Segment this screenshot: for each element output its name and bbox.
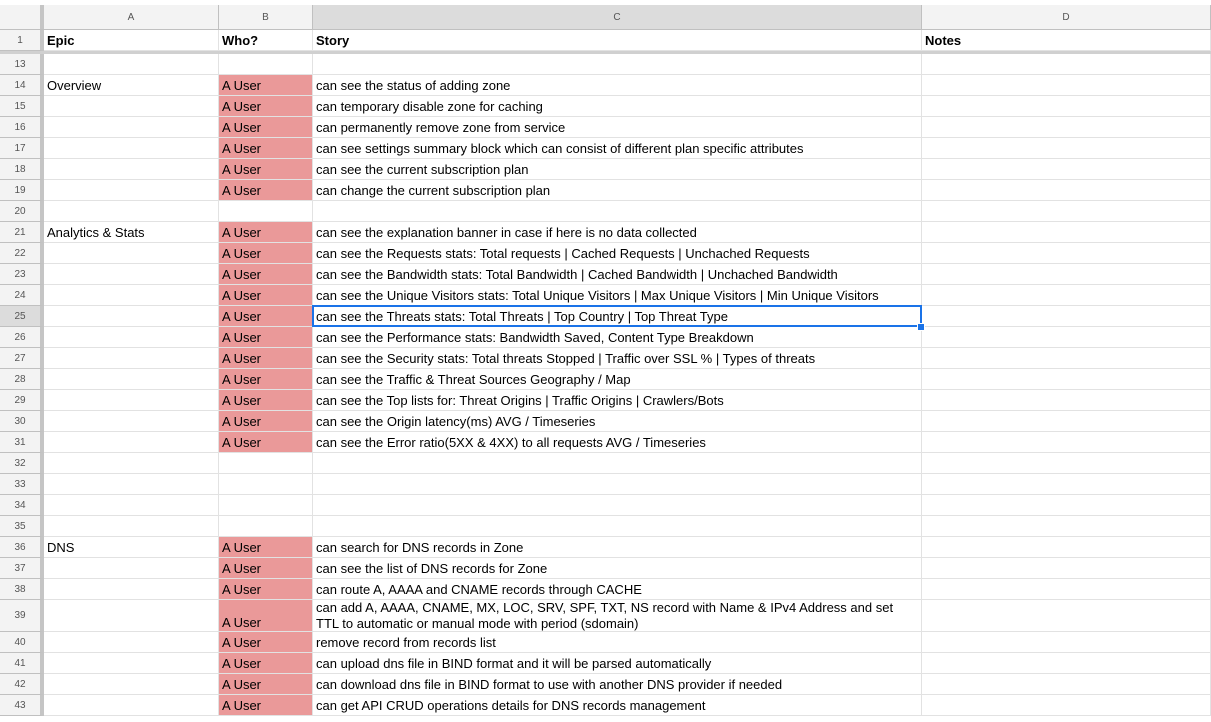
cell-who[interactable]: A User	[219, 558, 313, 579]
cell-story[interactable]: remove record from records list	[313, 632, 922, 653]
cell-notes[interactable]	[922, 474, 1211, 495]
cell-epic[interactable]	[44, 348, 219, 369]
cell-epic[interactable]	[44, 674, 219, 695]
cell-notes[interactable]	[922, 264, 1211, 285]
cell-epic[interactable]	[44, 54, 219, 75]
cell-epic[interactable]	[44, 327, 219, 348]
cell-notes[interactable]	[922, 516, 1211, 537]
row-header[interactable]: 18	[0, 159, 44, 180]
cell-notes[interactable]	[922, 222, 1211, 243]
table-row	[0, 201, 1211, 222]
table-row	[0, 695, 1211, 716]
cell-story[interactable]: can see the Threats stats: Total Threats | Top Country | Top Threat Type	[313, 306, 922, 327]
row-header[interactable]: 35	[0, 516, 44, 537]
table-row	[0, 264, 1211, 285]
cell-story-header[interactable]: Story	[313, 30, 922, 51]
cell-story[interactable]	[313, 495, 922, 516]
table-row	[0, 138, 1211, 159]
cell-epic[interactable]	[44, 432, 219, 453]
row-header[interactable]: 14	[0, 75, 44, 96]
cell-notes[interactable]	[922, 54, 1211, 75]
cell-story[interactable]: can add A, AAAA, CNAME, MX, LOC, SRV, SPF, TXT, NS record with Name & IPv4 Address and set TTL to automatic or manual mode with period (sdomain)	[313, 600, 922, 632]
row-header[interactable]: 38	[0, 579, 44, 600]
row-header[interactable]: 28	[0, 369, 44, 390]
cell-story[interactable]: can see the Top lists for: Threat Origins | Traffic Origins | Crawlers/Bots	[313, 390, 922, 411]
cell-who[interactable]: A User	[219, 369, 313, 390]
row-header[interactable]: 29	[0, 390, 44, 411]
cell-epic[interactable]	[44, 632, 219, 653]
column-header-a[interactable]: A	[44, 5, 219, 29]
row-header[interactable]: 37	[0, 558, 44, 579]
cell-who[interactable]: A User	[219, 264, 313, 285]
cell-notes-header[interactable]: Notes	[922, 30, 1211, 51]
cell-notes[interactable]	[922, 306, 1211, 327]
cell-who[interactable]	[219, 495, 313, 516]
fill-handle[interactable]	[917, 323, 925, 331]
cell-who[interactable]: A User	[219, 327, 313, 348]
row-header[interactable]: 41	[0, 653, 44, 674]
table-row	[0, 306, 1211, 327]
table-row	[0, 474, 1211, 495]
table-row	[0, 327, 1211, 348]
row-header[interactable]: 43	[0, 695, 44, 716]
table-row	[0, 96, 1211, 117]
row-header[interactable]: 25	[0, 306, 44, 327]
cell-who[interactable]: A User	[219, 159, 313, 180]
cell-epic[interactable]	[44, 264, 219, 285]
cell-epic[interactable]	[44, 600, 219, 632]
cell-who[interactable]: A User	[219, 348, 313, 369]
cell-who[interactable]: A User	[219, 674, 313, 695]
cell-who[interactable]: A User	[219, 138, 313, 159]
cell-who[interactable]: A User	[219, 600, 313, 632]
cell-epic[interactable]	[44, 201, 219, 222]
cell-story[interactable]	[313, 474, 922, 495]
cell-who[interactable]: A User	[219, 222, 313, 243]
cell-notes[interactable]	[922, 453, 1211, 474]
row-header[interactable]: 39	[0, 600, 44, 632]
row-header[interactable]: 30	[0, 411, 44, 432]
cell-who[interactable]: A User	[219, 632, 313, 653]
cell-epic[interactable]	[44, 180, 219, 201]
row-header[interactable]: 23	[0, 264, 44, 285]
cell-epic[interactable]: DNS	[44, 537, 219, 558]
cell-story[interactable]: can get API CRUD operations details for DNS records management	[313, 695, 922, 716]
table-row	[0, 579, 1211, 600]
cell-who[interactable]: A User	[219, 243, 313, 264]
cell-story[interactable]: can see the explanation banner in case if here is no data collected	[313, 222, 922, 243]
cell-notes[interactable]	[922, 117, 1211, 138]
cell-epic[interactable]	[44, 653, 219, 674]
row-header[interactable]: 33	[0, 474, 44, 495]
table-row	[0, 653, 1211, 674]
cell-story[interactable]: can see the Security stats: Total threats Stopped | Traffic over SSL % | Types of threats	[313, 348, 922, 369]
cell-notes[interactable]	[922, 537, 1211, 558]
row-header[interactable]: 40	[0, 632, 44, 653]
cell-story[interactable]: can route A, AAAA and CNAME records through CACHE	[313, 579, 922, 600]
cell-story[interactable]: can see the Traffic & Threat Sources Geography / Map	[313, 369, 922, 390]
cell-notes[interactable]	[922, 579, 1211, 600]
cell-story[interactable]: can permanently remove zone from service	[313, 117, 922, 138]
cell-story[interactable]: can change the current subscription plan	[313, 180, 922, 201]
cell-who[interactable]: A User	[219, 306, 313, 327]
cell-epic[interactable]: Analytics & Stats	[44, 222, 219, 243]
cell-story[interactable]: can see the Bandwidth stats: Total Bandwidth | Cached Bandwidth | Unchached Bandwidth	[313, 264, 922, 285]
cell-notes[interactable]	[922, 327, 1211, 348]
column-header-c[interactable]: C	[313, 5, 922, 29]
cell-story[interactable]	[313, 54, 922, 75]
table-row	[0, 495, 1211, 516]
row-header[interactable]: 42	[0, 674, 44, 695]
row-header[interactable]: 13	[0, 54, 44, 75]
cell-who[interactable]: A User	[219, 75, 313, 96]
table-row	[0, 285, 1211, 306]
cell-notes[interactable]	[922, 600, 1211, 632]
table-row	[0, 54, 1211, 75]
table-row	[0, 180, 1211, 201]
cell-who[interactable]	[219, 54, 313, 75]
cell-epic[interactable]	[44, 96, 219, 117]
row-header[interactable]: 34	[0, 495, 44, 516]
cell-epic[interactable]: Overview	[44, 75, 219, 96]
column-header-b[interactable]: B	[219, 5, 313, 29]
table-row	[0, 30, 1211, 51]
cell-story[interactable]	[313, 201, 922, 222]
table-row	[0, 453, 1211, 474]
table-row	[0, 390, 1211, 411]
table-row	[0, 159, 1211, 180]
table-row	[0, 348, 1211, 369]
cell-who[interactable]: A User	[219, 695, 313, 716]
cell-story[interactable]: can see the Origin latency(ms) AVG / Timeseries	[313, 411, 922, 432]
table-row	[0, 411, 1211, 432]
select-all-corner[interactable]	[0, 5, 44, 29]
table-row	[0, 674, 1211, 695]
cell-story[interactable]	[313, 516, 922, 537]
cell-story[interactable]: can see the status of adding zone	[313, 75, 922, 96]
cell-epic[interactable]	[44, 369, 219, 390]
cell-epic[interactable]	[44, 306, 219, 327]
cell-notes[interactable]	[922, 495, 1211, 516]
cell-story[interactable]: can see the Requests stats: Total requests | Cached Requests | Unchached Requests	[313, 243, 922, 264]
cell-epic[interactable]	[44, 243, 219, 264]
cell-notes[interactable]	[922, 138, 1211, 159]
cell-epic[interactable]	[44, 411, 219, 432]
row-header[interactable]: 19	[0, 180, 44, 201]
cell-epic[interactable]	[44, 695, 219, 716]
cell-who-header[interactable]: Who?	[219, 30, 313, 51]
cell-notes[interactable]	[922, 348, 1211, 369]
row-header[interactable]: 24	[0, 285, 44, 306]
cell-notes[interactable]	[922, 390, 1211, 411]
cell-story[interactable]	[313, 453, 922, 474]
cell-notes[interactable]	[922, 411, 1211, 432]
cell-notes[interactable]	[922, 653, 1211, 674]
cell-story[interactable]: can see the Unique Visitors stats: Total Unique Visitors | Max Unique Visitors | Min Unique Visitors	[313, 285, 922, 306]
cell-who[interactable]: A User	[219, 390, 313, 411]
cell-epic[interactable]	[44, 117, 219, 138]
cell-epic-header[interactable]: Epic	[44, 30, 219, 51]
cell-epic[interactable]	[44, 516, 219, 537]
row-header[interactable]: 22	[0, 243, 44, 264]
table-row	[0, 632, 1211, 653]
table-row	[0, 369, 1211, 390]
cell-story[interactable]: can see the Error ratio(5XX & 4XX) to all requests AVG / Timeseries	[313, 432, 922, 453]
row-header[interactable]: 15	[0, 96, 44, 117]
cell-epic[interactable]	[44, 159, 219, 180]
cell-notes[interactable]	[922, 285, 1211, 306]
column-header-d[interactable]: D	[922, 5, 1211, 29]
cell-epic[interactable]	[44, 558, 219, 579]
table-row	[0, 516, 1211, 537]
cell-notes[interactable]	[922, 243, 1211, 264]
cell-epic[interactable]	[44, 495, 219, 516]
cell-epic[interactable]	[44, 474, 219, 495]
column-header-row	[0, 5, 1211, 30]
cell-story[interactable]: can search for DNS records in Zone	[313, 537, 922, 558]
cell-who[interactable]: A User	[219, 117, 313, 138]
row-header[interactable]: 16	[0, 117, 44, 138]
cell-notes[interactable]	[922, 432, 1211, 453]
cell-who[interactable]: A User	[219, 537, 313, 558]
table-row	[0, 537, 1211, 558]
table-row	[0, 243, 1211, 264]
cell-story[interactable]: can see the current subscription plan	[313, 159, 922, 180]
cell-who[interactable]: A User	[219, 411, 313, 432]
cell-notes[interactable]	[922, 695, 1211, 716]
cell-who[interactable]	[219, 516, 313, 537]
cell-notes[interactable]	[922, 159, 1211, 180]
cell-notes[interactable]	[922, 75, 1211, 96]
cell-who[interactable]: A User	[219, 579, 313, 600]
cell-who[interactable]: A User	[219, 432, 313, 453]
cell-who[interactable]	[219, 453, 313, 474]
cell-who[interactable]: A User	[219, 653, 313, 674]
cell-notes[interactable]	[922, 558, 1211, 579]
cell-who[interactable]	[219, 201, 313, 222]
cell-notes[interactable]	[922, 201, 1211, 222]
table-row	[0, 432, 1211, 453]
cell-notes[interactable]	[922, 180, 1211, 201]
cell-epic[interactable]	[44, 579, 219, 600]
table-row	[0, 117, 1211, 138]
cell-notes[interactable]	[922, 674, 1211, 695]
cell-story[interactable]: can see the list of DNS records for Zone	[313, 558, 922, 579]
cell-who[interactable]: A User	[219, 96, 313, 117]
table-row	[0, 558, 1211, 579]
cell-notes[interactable]	[922, 96, 1211, 117]
row-header[interactable]: 27	[0, 348, 44, 369]
row-header[interactable]: 21	[0, 222, 44, 243]
cell-story[interactable]: can temporary disable zone for caching	[313, 96, 922, 117]
cell-notes[interactable]	[922, 632, 1211, 653]
cell-epic[interactable]	[44, 138, 219, 159]
table-row	[0, 222, 1211, 243]
cell-notes[interactable]	[922, 369, 1211, 390]
row-header[interactable]: 17	[0, 138, 44, 159]
row-header[interactable]: 32	[0, 453, 44, 474]
cell-epic[interactable]	[44, 285, 219, 306]
row-header[interactable]: 20	[0, 201, 44, 222]
table-row	[0, 600, 1211, 632]
cell-story[interactable]: can see the Performance stats: Bandwidth Saved, Content Type Breakdown	[313, 327, 922, 348]
table-row	[0, 75, 1211, 96]
cell-who[interactable]	[219, 474, 313, 495]
row-header[interactable]: 1	[0, 30, 44, 51]
cell-epic[interactable]	[44, 453, 219, 474]
row-header[interactable]: 31	[0, 432, 44, 453]
cell-who[interactable]: A User	[219, 180, 313, 201]
cell-story[interactable]: can download dns file in BIND format to use with another DNS provider if needed	[313, 674, 922, 695]
cell-who[interactable]: A User	[219, 285, 313, 306]
cell-story[interactable]: can upload dns file in BIND format and it will be parsed automatically	[313, 653, 922, 674]
row-header[interactable]: 26	[0, 327, 44, 348]
cell-story[interactable]: can see settings summary block which can consist of different plan specific attributes	[313, 138, 922, 159]
cell-epic[interactable]	[44, 390, 219, 411]
row-header[interactable]: 36	[0, 537, 44, 558]
